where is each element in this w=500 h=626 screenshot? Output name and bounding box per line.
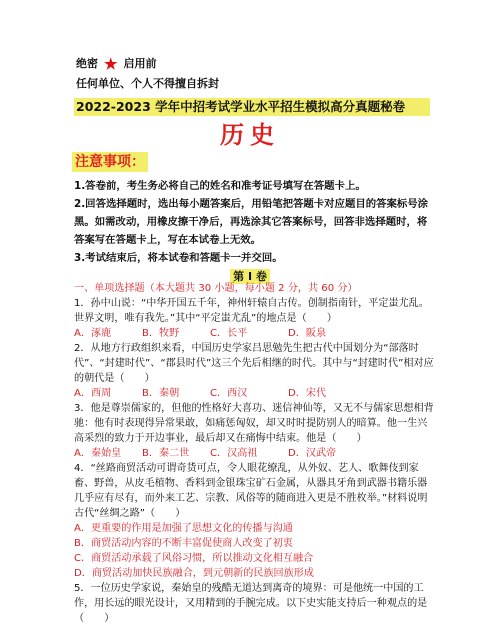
option-c: C．西汉 [210,388,248,399]
option-c: C．长平 [210,328,248,339]
option-b: B．秦朝 [142,388,180,399]
notice-list [74,177,434,267]
notice-item: 3.考试结束后，将本试卷和答题卡一并交回。 [74,252,283,264]
question-4-stem: 4．“丝路商贸活动可谓奇货可点，令人眼花缭乱，从外奴、艺人、歌舞伎到家畜、野兽，从皮毛植物、香料到金银珠宝矿石金属，从器具牙角到武器书籍乐器几乎应有尽有，而外来工艺、宗教、风俗等的随商进入更是不胜枚举。”材料说明古代“丝绸之路”（ ） [74,463,428,519]
secret-label [76,57,156,71]
option-c: C．汉高祖 [210,448,258,459]
option-d: D．宋代 [288,388,327,399]
notice-item: 1.答卷前，考生务必将自己的姓名和准考证号填写在答题卡上。 [74,180,366,192]
unauthorized-notice: 任何单位、个人不得擅自拆封 [76,77,219,90]
question-3-options [74,446,436,461]
volume-heading: 第 I 卷 [230,269,270,284]
option-c: C．商贸活动承载了风俗习惯，所以推动文化相互融合 [74,553,314,564]
subject-title: 历史 [220,121,280,149]
question-2-stem: 2．从地方行政组织来看，中国历史学家吕思勉先生把古代中国划分为“部落时代”、“封建时代”、“郡县时代”这三个先后相继的时代。其中与“封建时代”相对应的朝代是（ ） [74,343,434,384]
question-2-options [74,386,436,401]
option-a: A．涿鹿 [74,328,112,339]
question-1-options [74,326,436,341]
option-b: B．牧野 [142,328,180,339]
option-a: A．西周 [74,388,112,399]
star-icon: ★ [104,55,118,73]
option-d: D．汉武帝 [288,448,337,459]
exam-title: 2022-2023 学年中招考试学业水平招生模拟高分真题秘卷 [76,99,406,114]
notice-item: 2.回答选择题时，选出每小题答案后，用铅笔把答题卡对应题目的答案标号涂黑。如需改动，用橡皮擦干净后，再选涂其它答案标号，回答非选择题时，将答案写在答题卡上，写在本试卷上无效。 [74,198,429,246]
section-heading: 一、单项选择题（本大题共 30 小题，每小题 2 分，共 60 分） [74,283,358,294]
notice-heading: 注意事项： [72,152,148,172]
option-b: B．商贸活动内容的不断丰富促使商人改变了初衷 [74,538,293,549]
option-d: D．阪泉 [288,328,327,339]
option-a: A．秦始皇 [74,448,122,459]
question-1-stem: 1．孙中山说：“中华开国五千年，神州轩辕自古传。创制指南针，平定蚩尤乱。世界文明，唯有我先。”其中“平定蚩尤乱”的地点是（ ） [74,298,429,324]
option-d: D．商贸活动加快民族融合，到元朝新的民族回族形成 [74,568,314,579]
option-b: B．秦二世 [142,448,190,459]
secret-suffix: 启用前 [123,57,157,70]
question-5-stem: 5．一位历史学家说，秦始皇的残酷无道达到离奇的境界：可是他统一中国的工作，用长远的眼光设计，又用精到的手腕完成。以下史实能支持后一种观点的是（ ） [74,583,428,624]
question-content [74,281,436,626]
option-a: A．更重要的作用是加强了思想文化的传播与沟通 [74,523,293,534]
secret-prefix: 绝密 [76,57,98,70]
question-3-stem: 3．他是尊崇儒家的，但他的性格好大喜功、迷信神仙等，又无不与儒家思想相背驰：他有时表现得异常果敢，如痛惩匈奴，却又时时提防别人的暗算。他一生兴高采烈的致力于开边事业，最后却又在痛悔中结束。他是（ ） [74,403,434,444]
